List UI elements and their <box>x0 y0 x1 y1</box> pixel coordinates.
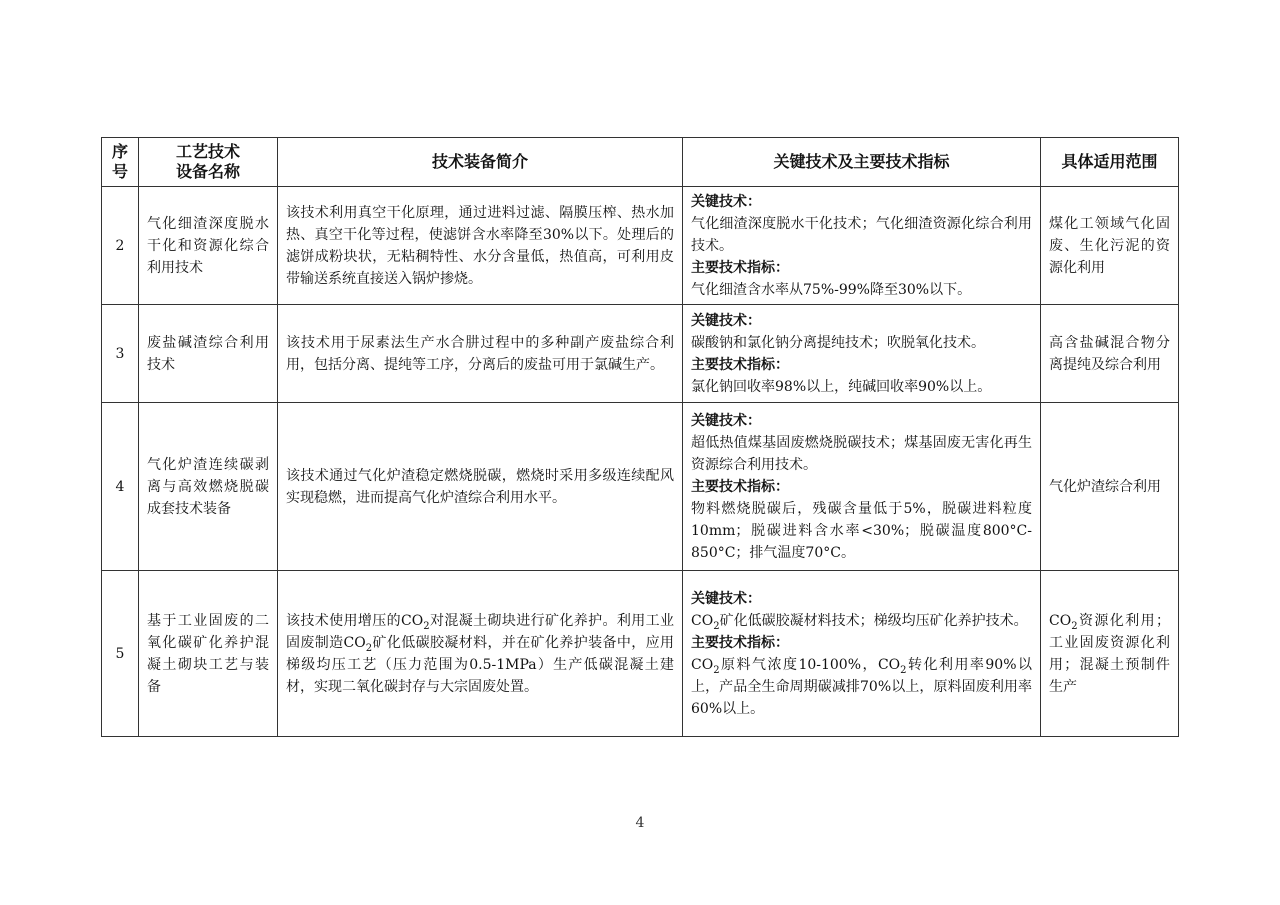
row-index: 5 <box>102 571 139 737</box>
intro-cell: 该技术使用增压的$CO_2$对混凝土砌块进行矿化养护。利用工业固废制造$CO_2$矿化低碳胶凝材料，并在矿化养护装备中，应用梯级均压工艺（压力范围为0.5-1MPa）生产低碳混凝土建材，实现二氧化碳封存与大宗固废处置。 <box>278 571 683 737</box>
key-tech-label: 关键技术： <box>691 590 761 607</box>
key-tech-text: 气化细渣深度脱水干化技术；气化细渣资源化综合利用技术。 <box>691 215 1032 254</box>
key-tech-cell <box>683 571 1041 737</box>
table-row <box>102 187 1179 305</box>
indicator-text: 气化细渣含水率从75%-99%降至30%以下。 <box>691 281 972 298</box>
indicator-label: 主要技术指标： <box>691 259 789 276</box>
indicator-label: 主要技术指标： <box>691 634 789 651</box>
row-index: 2 <box>102 187 139 305</box>
scope-cell: $CO_2$资源化利用；工业固废资源化利用；混凝土预制件生产 <box>1041 571 1179 737</box>
key-tech-column-header: 关键技术及主要技术指标 <box>683 138 1041 187</box>
table-header-row <box>102 138 1179 187</box>
key-tech-text: 碳酸钠和氯化钠分离提纯技术；吹脱氧化技术。 <box>691 334 985 351</box>
technology-table <box>101 137 1179 737</box>
key-tech-cell <box>683 305 1041 403</box>
key-tech-label: 关键技术： <box>691 193 761 210</box>
indicator-text: $CO_2$原料气浓度10-100%，$CO_2$转化利用率90%以上，产品全生命周期碳减排70%以上，原料固废利用率60%以上。 <box>691 656 1032 717</box>
key-tech-cell <box>683 403 1041 571</box>
process-name-cell: 气化炉渣连续碳剥离与高效燃烧脱碳成套技术装备 <box>139 403 278 571</box>
intro-cell: 该技术利用真空干化原理，通过进料过滤、隔膜压榨、热水加热、真空干化等过程，使滤饼含水率降至30%以下。处理后的滤饼成粉块状，无粘稠特性、水分含量低，热值高，可利用皮带输送系统直接送入锅炉掺烧。 <box>278 187 683 305</box>
scope-cell: 煤化工领域气化固废、生化污泥的资源化利用 <box>1041 187 1179 305</box>
key-tech-text: $CO_2$矿化低碳胶凝材料技术；梯级均压矿化养护技术。 <box>691 612 1028 632</box>
scope-cell: 高含盐碱混合物分离提纯及综合利用 <box>1041 305 1179 403</box>
name-column-header: 工艺技术 设备名称 <box>139 138 278 187</box>
intro-cell: 该技术用于尿素法生产水合肼过程中的多种副产废盐综合利用，包括分离、提纯等工序，分离后的废盐可用于氯碱生产。 <box>278 305 683 403</box>
table-row <box>102 571 1179 737</box>
table-row <box>102 305 1179 403</box>
scope-cell: 气化炉渣综合利用 <box>1041 403 1179 571</box>
indicator-text: 氯化钠回收率98%以上，纯碱回收率90%以上。 <box>691 378 992 395</box>
row-index: 3 <box>102 305 139 403</box>
page-number: 4 <box>635 815 645 831</box>
key-tech-label: 关键技术： <box>691 312 761 329</box>
intro-cell: 该技术通过气化炉渣稳定燃烧脱碳，燃烧时采用多级连续配风实现稳燃，进而提高气化炉渣综合利用水平。 <box>278 403 683 571</box>
process-name-cell: 基于工业固废的二氧化碳矿化养护混凝土砌块工艺与装备 <box>139 571 278 737</box>
indicator-text: 物料燃烧脱碳后，残碳含量低于5%，脱碳进料粒度 10mm；脱碳进料含水率<30%；脱碳温度800°C-850°C；排气温度70°C。 <box>691 500 1032 561</box>
key-tech-label: 关键技术： <box>691 412 761 429</box>
scope-column-header: 具体适用范围 <box>1041 138 1179 187</box>
index-column-header: 序 号 <box>102 138 139 187</box>
intro-column-header: 技术装备简介 <box>278 138 683 187</box>
key-tech-text: 超低热值煤基固废燃烧脱碳技术；煤基固废无害化再生资源综合利用技术。 <box>691 434 1032 473</box>
process-name-cell: 废盐碱渣综合利用技术 <box>139 305 278 403</box>
key-tech-cell <box>683 187 1041 305</box>
indicator-label: 主要技术指标： <box>691 356 789 373</box>
row-index: 4 <box>102 403 139 571</box>
indicator-label: 主要技术指标： <box>691 478 789 495</box>
process-name-cell: 气化细渣深度脱水干化和资源化综合利用技术 <box>139 187 278 305</box>
table-row <box>102 403 1179 571</box>
